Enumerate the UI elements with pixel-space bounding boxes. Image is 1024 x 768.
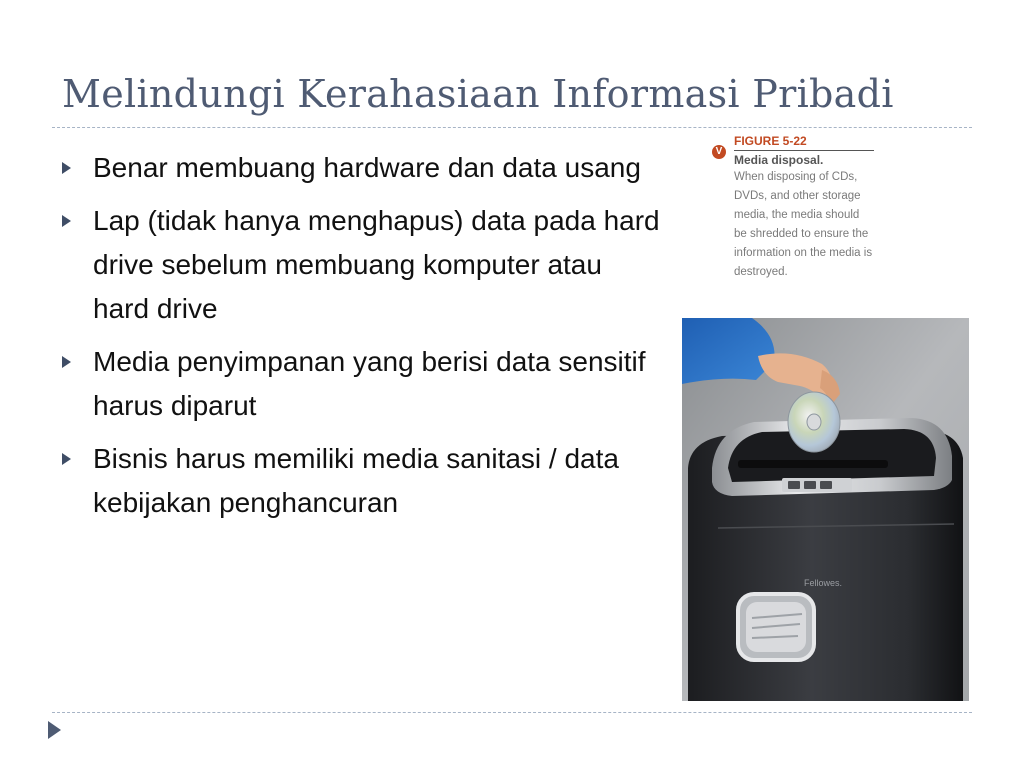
- figure-number-underline: [734, 150, 874, 151]
- bullet-arrow-icon: [62, 215, 71, 227]
- bullet-text: Lap (tidak hanya menghapus) data pada hard drive sebelum membuang komputer atau hard drive: [93, 205, 660, 324]
- figure-title: Media disposal.: [734, 153, 824, 167]
- bullet-item: [62, 340, 662, 428]
- bullet-item: [62, 437, 662, 525]
- bullet-arrow-icon: [62, 162, 71, 174]
- bullet-text: Bisnis harus memiliki media sanitasi / data kebijakan penghancuran: [93, 443, 619, 518]
- bullet-arrow-icon: [62, 356, 71, 368]
- bullet-item: [62, 146, 662, 190]
- svg-text:Fellowes.: Fellowes.: [804, 578, 843, 588]
- footer-divider: [52, 712, 972, 713]
- bullet-text: Benar membuang hardware dan data usang: [93, 152, 641, 183]
- figure-number: FIGURE 5-22: [734, 134, 807, 148]
- paper-shredder-photo: [682, 318, 969, 701]
- bullet-item: [62, 199, 662, 331]
- bullet-arrow-icon: [62, 453, 71, 465]
- slide-title: Melindungi Kerahasiaan Informasi Pribadi: [62, 72, 894, 116]
- slide-nav-arrow-icon: [48, 721, 61, 739]
- title-divider: [52, 127, 972, 128]
- bullet-list: [62, 146, 662, 534]
- figure-caption: When disposing of CDs, DVDs, and other storage media, the media should be shredded to ensure the information on the media is destroyed.: [734, 171, 873, 278]
- figure-badge-icon: V: [712, 145, 726, 159]
- bullet-text: Media penyimpanan yang berisi data sensitif harus diparut: [93, 346, 646, 421]
